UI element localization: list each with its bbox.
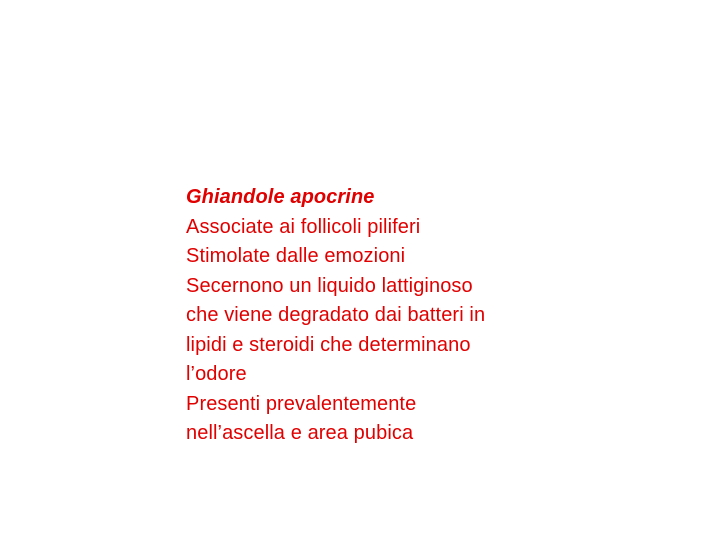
body-line-2: Stimolate dalle emozioni (186, 245, 406, 267)
body-line-4: che viene degradato dai batteri in (186, 304, 486, 326)
body-line-7: Presenti prevalentemente (186, 392, 417, 415)
body-line-1: Associate ai follicoli piliferi (186, 215, 421, 238)
text-block (186, 183, 546, 449)
body-line-8: nell’ascella e area pubica (186, 422, 414, 444)
body-line-6: l’odore (186, 363, 247, 385)
body-line-5: lipidi e steroidi che determinano (186, 333, 471, 356)
body-line-3: Secernono un liquido lattiginoso (186, 274, 473, 297)
heading-apocrine-glands: Ghiandole apocrine (186, 186, 375, 208)
